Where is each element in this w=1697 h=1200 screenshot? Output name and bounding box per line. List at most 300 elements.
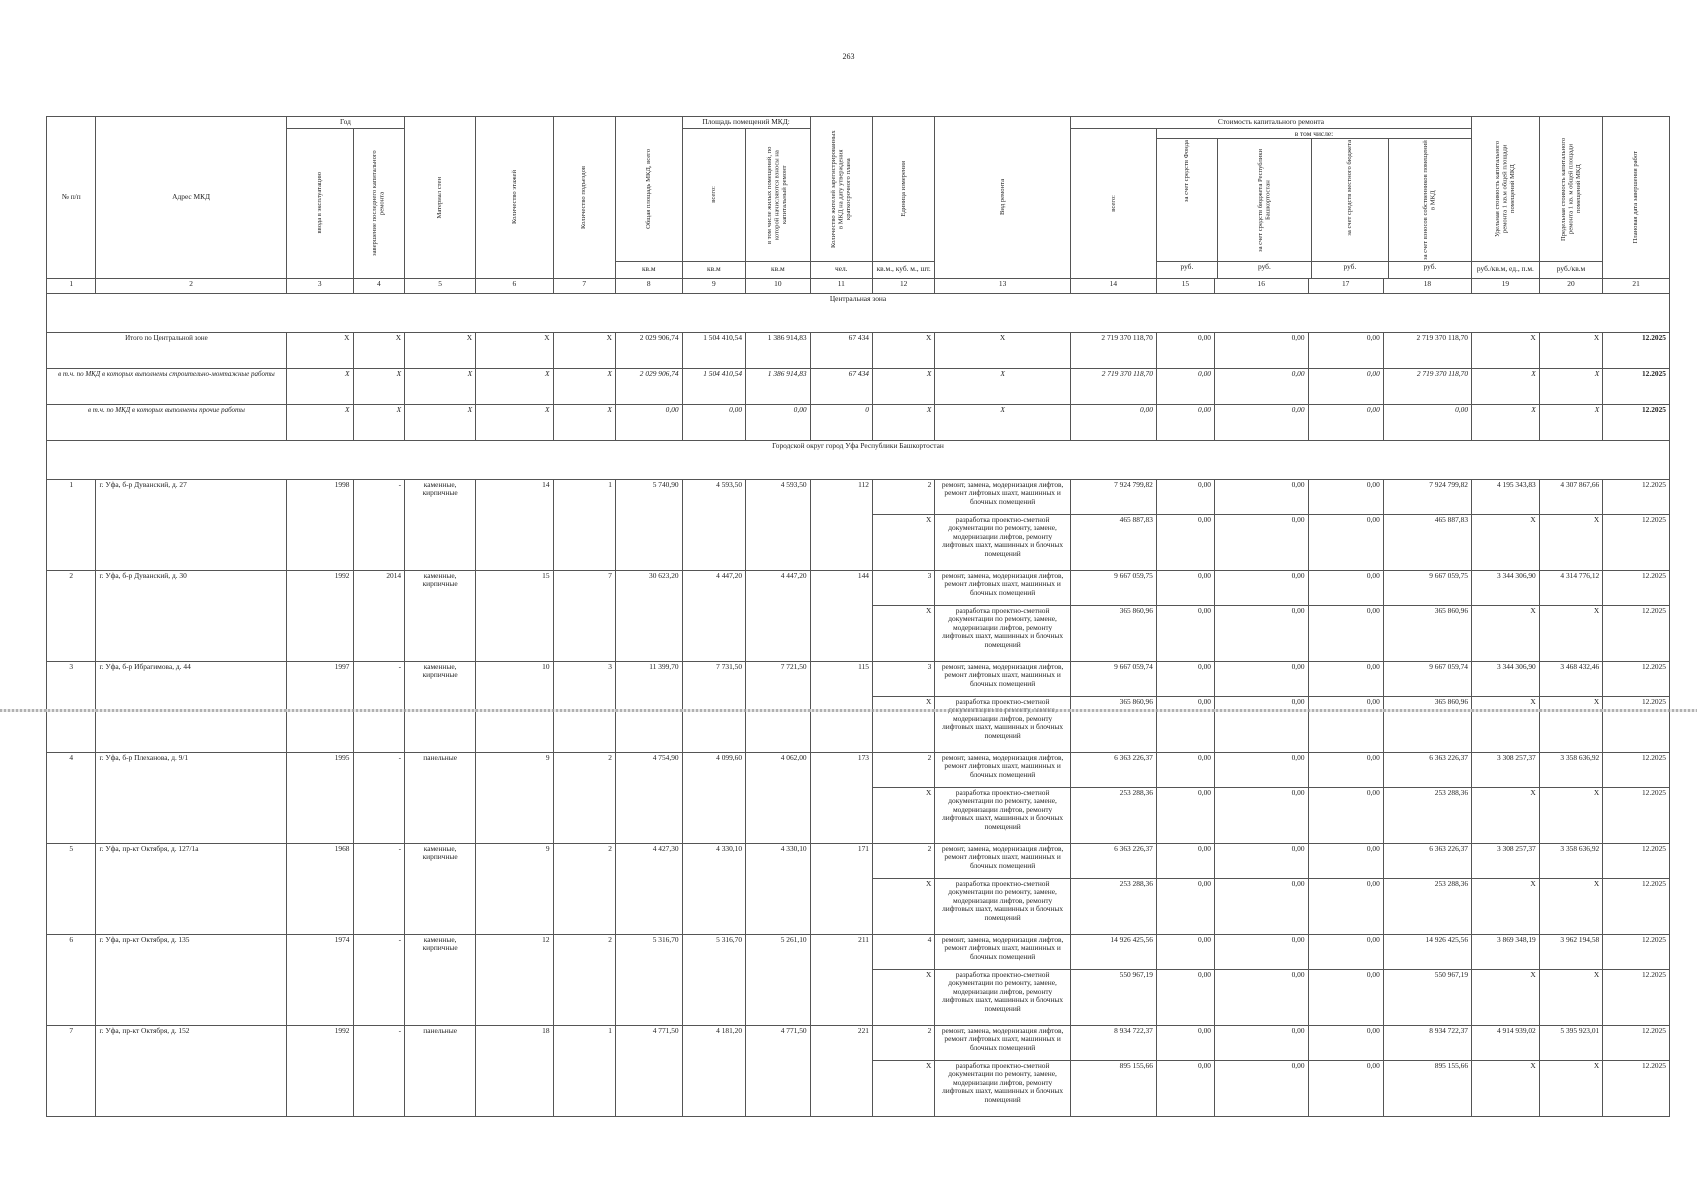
limit-cost: X	[1539, 969, 1602, 1025]
table-cell: 12.2025	[1603, 332, 1670, 368]
house-address: г. Уфа, пр-кт Октября, д. 127/1а	[96, 843, 286, 934]
column-number: 6	[476, 278, 553, 293]
last-repair-year: -	[353, 934, 405, 1025]
year-built: 1995	[286, 752, 353, 843]
cost-fund: 0,00	[1156, 696, 1214, 752]
table-cell: 2 719 370 118,70	[1383, 332, 1471, 368]
unit-qty: X	[872, 514, 934, 570]
table-cell: 0,00	[1070, 404, 1156, 440]
table-cell: 12.2025	[1603, 368, 1670, 404]
work-type: ремонт, замена, модернизация лифтов, ремонт лифтовых шахт, машинных и блочных помещений	[935, 479, 1071, 514]
cost-republic: 0,00	[1214, 787, 1308, 843]
premises-area: 4 447,20	[682, 570, 745, 661]
work-type: разработка проектно-сметной документации по ремонту, замене, модернизации лифтов, ремонту лифтовых шахт, машинных и блочных помещений	[935, 787, 1071, 843]
column-number: 13	[935, 278, 1071, 293]
completion-date: 12.2025	[1603, 514, 1670, 570]
table-cell: X	[935, 368, 1071, 404]
wall-material: каменные, кирпичные	[405, 843, 476, 934]
unit-qty: X	[872, 605, 934, 661]
completion-date: 12.2025	[1603, 934, 1670, 969]
cost-local: 0,00	[1308, 843, 1383, 878]
table-cell: X	[1539, 404, 1602, 440]
cost-owners: 14 926 425,56	[1383, 934, 1471, 969]
cost-total: 253 288,36	[1070, 787, 1156, 843]
cost-total: 9 667 059,75	[1070, 570, 1156, 605]
floors: 10	[476, 661, 553, 752]
total-area: 5 740,90	[615, 479, 682, 570]
house-address: г. Уфа, б-р Дуванский, д. 27	[96, 479, 286, 570]
unit-cost: X	[1472, 787, 1540, 843]
h-c7: Количество подъездов	[580, 165, 588, 229]
unit-qty: 3	[872, 570, 934, 605]
table-cell: X	[405, 332, 476, 368]
unit-qty: X	[872, 1060, 934, 1116]
completion-date: 12.2025	[1603, 661, 1670, 696]
unit-qty: X	[872, 878, 934, 934]
u8: кв.м	[615, 261, 682, 278]
table-cell: 2 719 370 118,70	[1070, 368, 1156, 404]
table-cell: 1 386 914,83	[746, 332, 811, 368]
wall-material: каменные, кирпичные	[405, 661, 476, 752]
table-cell: X	[286, 404, 353, 440]
table-cell: 1 504 410,54	[682, 332, 745, 368]
column-number: 21	[1603, 278, 1670, 293]
table-cell: 12.2025	[1603, 404, 1670, 440]
h-c19: Удельная стоимость капитального ремонта 1 кв.м общей площади помещений МКД	[1494, 140, 1517, 237]
completion-date: 12.2025	[1603, 479, 1670, 514]
h-c5: Материал стен	[436, 176, 444, 218]
cost-republic: 0,00	[1214, 1060, 1308, 1116]
h-c6: Количество этажей	[510, 170, 518, 225]
cost-owners: 6 363 226,37	[1383, 843, 1471, 878]
unit-cost: 3 344 306,90	[1472, 570, 1540, 605]
u9: кв.м	[682, 261, 745, 278]
residential-area: 4 062,00	[746, 752, 811, 843]
table-cell: 2 029 906,74	[615, 368, 682, 404]
limit-cost: X	[1539, 514, 1602, 570]
cost-republic: 0,00	[1214, 514, 1308, 570]
h-c8: Общая площадь МКД, всего	[644, 148, 652, 229]
premises-area: 4 099,60	[682, 752, 745, 843]
wall-material: каменные, кирпичные	[405, 570, 476, 661]
house-address: г. Уфа, б-р Плеханова, д. 9/1	[96, 752, 286, 843]
h-year-group: Год	[286, 117, 404, 129]
h-c10: в том числе жилых помещений, по которой начисляются взносы на капитальный ремонт	[766, 145, 789, 244]
totals-label: в т.ч. по МКД в которых выполнены прочие работы	[47, 404, 287, 440]
cost-owners: 9 667 059,75	[1383, 570, 1471, 605]
table-cell: X	[286, 368, 353, 404]
table-cell: X	[553, 332, 615, 368]
cost-fund: 0,00	[1156, 843, 1214, 878]
h-c1: № п/п	[47, 117, 96, 279]
h-c4: завершение последнего капитального ремонта	[371, 150, 386, 256]
table-cell: 1 386 914,83	[746, 368, 811, 404]
table-row	[47, 934, 1670, 969]
capital-repair-table	[46, 116, 1670, 1117]
wall-material: панельные	[405, 1025, 476, 1116]
cost-owners: 365 860,96	[1383, 605, 1471, 661]
work-type: ремонт, замена, модернизация лифтов, ремонт лифтовых шахт, машинных и блочных помещений	[935, 570, 1071, 605]
table-cell: 0,00	[1156, 332, 1214, 368]
h-c16: за счет средств бюджета Республики Башкортостан	[1256, 148, 1272, 252]
row-number: 7	[47, 1025, 96, 1116]
total-area: 4 427,30	[615, 843, 682, 934]
total-area: 11 399,70	[615, 661, 682, 752]
table-cell: 0,00	[1156, 404, 1214, 440]
cost-fund: 0,00	[1156, 752, 1214, 787]
table-cell: 0,00	[1214, 332, 1308, 368]
column-number: 14	[1070, 278, 1156, 293]
premises-area: 7 731,50	[682, 661, 745, 752]
residential-area: 4 771,50	[746, 1025, 811, 1116]
cost-total: 365 860,96	[1070, 696, 1156, 752]
cost-total: 253 288,36	[1070, 878, 1156, 934]
column-number: 16	[1214, 278, 1308, 293]
cost-owners: 550 967,19	[1383, 969, 1471, 1025]
work-type: ремонт, замена, модернизация лифтов, ремонт лифтовых шахт, машинных и блочных помещений	[935, 661, 1071, 696]
column-number: 18	[1383, 278, 1471, 293]
h-c17: за счет средств местного бюджета	[1346, 139, 1354, 236]
limit-cost: 3 358 636,92	[1539, 752, 1602, 787]
entrances: 7	[553, 570, 615, 661]
table-cell: X	[872, 404, 934, 440]
completion-date: 12.2025	[1603, 1025, 1670, 1060]
work-type: ремонт, замена, модернизация лифтов, ремонт лифтовых шахт, машинных и блочных помещений	[935, 1025, 1071, 1060]
cost-republic: 0,00	[1214, 969, 1308, 1025]
cost-fund: 0,00	[1156, 570, 1214, 605]
totals-row	[47, 332, 1670, 368]
row-number: 5	[47, 843, 96, 934]
premises-area: 4 181,20	[682, 1025, 745, 1116]
table-cell: 0,00	[746, 404, 811, 440]
last-repair-year: -	[353, 661, 405, 752]
completion-date: 12.2025	[1603, 878, 1670, 934]
cost-fund: 0,00	[1156, 787, 1214, 843]
cost-republic: 0,00	[1214, 570, 1308, 605]
table-cell: 2 719 370 118,70	[1383, 368, 1471, 404]
cost-local: 0,00	[1308, 605, 1383, 661]
cost-fund: 0,00	[1156, 969, 1214, 1025]
cost-owners: 253 288,36	[1383, 878, 1471, 934]
cost-total: 14 926 425,56	[1070, 934, 1156, 969]
cost-local: 0,00	[1308, 752, 1383, 787]
column-number: 15	[1156, 278, 1214, 293]
u17: руб.	[1311, 262, 1388, 278]
unit-cost: X	[1472, 969, 1540, 1025]
u12: кв.м., куб. м., шт.	[872, 261, 934, 278]
h-c3: ввода в эксплуатацию	[315, 172, 323, 234]
total-area: 4 754,90	[615, 752, 682, 843]
table-cell: 0,00	[682, 404, 745, 440]
unit-cost: X	[1472, 605, 1540, 661]
floors: 14	[476, 479, 553, 570]
completion-date: 12.2025	[1603, 696, 1670, 752]
residents: 171	[810, 843, 872, 934]
completion-date: 12.2025	[1603, 570, 1670, 605]
table-cell: X	[1539, 368, 1602, 404]
cost-total: 365 860,96	[1070, 605, 1156, 661]
limit-cost: 3 358 636,92	[1539, 843, 1602, 878]
last-repair-year: -	[353, 479, 405, 570]
h-c18: за счет взносов собственников помещений в МКД	[1422, 139, 1437, 260]
table-cell: X	[935, 404, 1071, 440]
table-cell: 67 434	[810, 332, 872, 368]
cost-owners: 9 667 059,74	[1383, 661, 1471, 696]
cost-republic: 0,00	[1214, 843, 1308, 878]
limit-cost: 4 307 867,66	[1539, 479, 1602, 514]
cost-total: 8 934 722,37	[1070, 1025, 1156, 1060]
unit-qty: 4	[872, 934, 934, 969]
column-number: 20	[1539, 278, 1602, 293]
table-cell: X	[286, 332, 353, 368]
row-number: 6	[47, 934, 96, 1025]
cost-local: 0,00	[1308, 1025, 1383, 1060]
table-cell: X	[872, 368, 934, 404]
table-cell: X	[405, 404, 476, 440]
total-area: 5 316,70	[615, 934, 682, 1025]
entrances: 2	[553, 843, 615, 934]
u20: руб./кв.м	[1539, 261, 1602, 278]
h-c11: Количество жителей зарегистрированных в МКД на дату утверждения краткосрочного плана	[829, 129, 853, 248]
residents: 211	[810, 934, 872, 1025]
residents: 115	[810, 661, 872, 752]
u19: руб./кв.м, ед., п.м.	[1472, 261, 1540, 278]
year-built: 1974	[286, 934, 353, 1025]
unit-qty: X	[872, 696, 934, 752]
u16: руб.	[1217, 262, 1311, 278]
work-type: разработка проектно-сметной документации по ремонту, замене, модернизации лифтов, ремонту лифтовых шахт, машинных и блочных помещений	[935, 878, 1071, 934]
table-cell: 2 719 370 118,70	[1070, 332, 1156, 368]
column-number: 11	[810, 278, 872, 293]
year-built: 1992	[286, 570, 353, 661]
last-repair-year: -	[353, 752, 405, 843]
unit-cost: X	[1472, 514, 1540, 570]
limit-cost: 4 314 776,12	[1539, 570, 1602, 605]
h-cost-group: Стоимость капитального ремонта	[1070, 117, 1471, 129]
residential-area: 4 593,50	[746, 479, 811, 570]
column-number: 2	[96, 278, 286, 293]
floors: 9	[476, 752, 553, 843]
cost-fund: 0,00	[1156, 661, 1214, 696]
cost-republic: 0,00	[1214, 696, 1308, 752]
column-number: 4	[353, 278, 405, 293]
cost-local: 0,00	[1308, 878, 1383, 934]
h-c14: всего:	[1109, 194, 1117, 212]
table-cell: X	[405, 368, 476, 404]
completion-date: 12.2025	[1603, 1060, 1670, 1116]
unit-qty: X	[872, 969, 934, 1025]
work-type: разработка проектно-сметной документации по ремонту, замене, модернизации лифтов, ремонту лифтовых шахт, машинных и блочных помещений	[935, 605, 1071, 661]
h-c13: Вид ремонта	[998, 179, 1006, 216]
unit-cost: 4 195 343,83	[1472, 479, 1540, 514]
h-c15: за счет средств Фонда	[1183, 139, 1191, 202]
residents: 112	[810, 479, 872, 570]
table-cell: X	[553, 404, 615, 440]
completion-date: 12.2025	[1603, 843, 1670, 878]
cost-fund: 0,00	[1156, 878, 1214, 934]
row-number: 1	[47, 479, 96, 570]
totals-label: Итого по Центральной зоне	[47, 332, 287, 368]
cost-owners: 253 288,36	[1383, 787, 1471, 843]
house-address: г. Уфа, б-р Дуванский, д. 30	[96, 570, 286, 661]
table-cell: X	[353, 404, 405, 440]
floors: 12	[476, 934, 553, 1025]
table-cell: X	[476, 404, 553, 440]
residential-area: 7 721,50	[746, 661, 811, 752]
column-number: 9	[682, 278, 745, 293]
completion-date: 12.2025	[1603, 752, 1670, 787]
last-repair-year: -	[353, 1025, 405, 1116]
column-number-row	[47, 278, 1670, 293]
u11: чел.	[810, 261, 872, 278]
wall-material: панельные	[405, 752, 476, 843]
wall-material: каменные, кирпичные	[405, 479, 476, 570]
table-cell: X	[935, 332, 1071, 368]
premises-area: 4 593,50	[682, 479, 745, 570]
table-cell: X	[353, 368, 405, 404]
work-type: ремонт, замена, модернизация лифтов, ремонт лифтовых шахт, машинных и блочных помещений	[935, 752, 1071, 787]
table-cell: 0,00	[1308, 332, 1383, 368]
cost-republic: 0,00	[1214, 605, 1308, 661]
completion-date: 12.2025	[1603, 787, 1670, 843]
cost-local: 0,00	[1308, 1060, 1383, 1116]
residential-area: 5 261,10	[746, 934, 811, 1025]
cost-fund: 0,00	[1156, 605, 1214, 661]
cost-republic: 0,00	[1214, 878, 1308, 934]
work-type: разработка проектно-сметной документации по ремонту, замене, модернизации лифтов, ремонту лифтовых шахт, машинных и блочных помещений	[935, 1060, 1071, 1116]
residents: 221	[810, 1025, 872, 1116]
residents: 144	[810, 570, 872, 661]
table-cell: X	[553, 368, 615, 404]
cost-fund: 0,00	[1156, 479, 1214, 514]
table-cell: 0,00	[1156, 368, 1214, 404]
table-row	[47, 843, 1670, 878]
u15: руб.	[1157, 262, 1218, 278]
table-cell: X	[1472, 368, 1540, 404]
table-cell: X	[1539, 332, 1602, 368]
cost-total: 465 887,83	[1070, 514, 1156, 570]
unit-qty: 2	[872, 843, 934, 878]
unit-qty: 2	[872, 1025, 934, 1060]
totals-label: в т.ч. по МКД в которых выполнены строительно-монтажные работы	[47, 368, 287, 404]
h-c20: Предельная стоимость капитального ремонта 1 кв. м общей площади помещений МКД	[1559, 137, 1582, 241]
cost-fund: 0,00	[1156, 1060, 1214, 1116]
cost-total: 6 363 226,37	[1070, 843, 1156, 878]
column-number: 17	[1308, 278, 1383, 293]
total-area: 30 623,20	[615, 570, 682, 661]
cost-total: 7 924 799,82	[1070, 479, 1156, 514]
floors: 18	[476, 1025, 553, 1116]
table-cell: X	[1472, 404, 1540, 440]
floors: 9	[476, 843, 553, 934]
table-cell: 2 029 906,74	[615, 332, 682, 368]
house-address: г. Уфа, пр-кт Октября, д. 152	[96, 1025, 286, 1116]
column-number: 3	[286, 278, 353, 293]
house-address: г. Уфа, б-р Ибрагимова, д. 44	[96, 661, 286, 752]
premises-area: 4 330,10	[682, 843, 745, 934]
cost-republic: 0,00	[1214, 661, 1308, 696]
limit-cost: X	[1539, 787, 1602, 843]
cost-owners: 465 887,83	[1383, 514, 1471, 570]
cost-republic: 0,00	[1214, 752, 1308, 787]
table-row	[47, 661, 1670, 696]
column-number: 19	[1472, 278, 1540, 293]
cost-republic: 0,00	[1214, 479, 1308, 514]
unit-qty: X	[872, 787, 934, 843]
limit-cost: X	[1539, 878, 1602, 934]
cost-fund: 0,00	[1156, 934, 1214, 969]
entrances: 2	[553, 934, 615, 1025]
table-cell: 1 504 410,54	[682, 368, 745, 404]
zone-title: Центральная зона	[47, 293, 1670, 332]
row-number: 3	[47, 661, 96, 752]
limit-cost: 3 962 194,58	[1539, 934, 1602, 969]
unit-qty: 2	[872, 752, 934, 787]
limit-cost: X	[1539, 1060, 1602, 1116]
unit-cost: 3 869 348,19	[1472, 934, 1540, 969]
cost-owners: 895 155,66	[1383, 1060, 1471, 1116]
year-built: 1998	[286, 479, 353, 570]
entrances: 2	[553, 752, 615, 843]
scan-artifact-line	[0, 709, 1697, 712]
limit-cost: X	[1539, 605, 1602, 661]
unit-cost: X	[1472, 878, 1540, 934]
table-cell: X	[476, 368, 553, 404]
h-incl: в том числе:	[1157, 129, 1471, 139]
table-cell: X	[1472, 332, 1540, 368]
h-c2: Адрес МКД	[96, 117, 286, 279]
limit-cost: 5 395 923,01	[1539, 1025, 1602, 1060]
table-cell: X	[353, 332, 405, 368]
unit-cost: X	[1472, 1060, 1540, 1116]
unit-cost: X	[1472, 696, 1540, 752]
h-c12: Единица измерения	[899, 160, 907, 217]
completion-date: 12.2025	[1603, 969, 1670, 1025]
table-header	[47, 117, 1670, 294]
table-cell: X	[476, 332, 553, 368]
cost-local: 0,00	[1308, 661, 1383, 696]
residential-area: 4 447,20	[746, 570, 811, 661]
last-repair-year: 2014	[353, 570, 405, 661]
column-number: 10	[746, 278, 811, 293]
district-title: Городской округ город Уфа Республики Башкортостан	[47, 440, 1670, 479]
residents: 173	[810, 752, 872, 843]
totals-row	[47, 368, 1670, 404]
cost-local: 0,00	[1308, 696, 1383, 752]
completion-date: 12.2025	[1603, 605, 1670, 661]
entrances: 1	[553, 1025, 615, 1116]
table-body	[47, 293, 1670, 1116]
unit-qty: 2	[872, 479, 934, 514]
column-number: 7	[553, 278, 615, 293]
column-number: 8	[615, 278, 682, 293]
h-c9: всего:	[710, 186, 718, 203]
entrances: 1	[553, 479, 615, 570]
residential-area: 4 330,10	[746, 843, 811, 934]
column-number: 5	[405, 278, 476, 293]
cost-local: 0,00	[1308, 969, 1383, 1025]
premises-area: 5 316,70	[682, 934, 745, 1025]
totals-row	[47, 404, 1670, 440]
table-cell: 0,00	[1383, 404, 1471, 440]
cost-total: 550 967,19	[1070, 969, 1156, 1025]
h-c21: Плановая дата завершения работ	[1632, 151, 1640, 244]
cost-local: 0,00	[1308, 570, 1383, 605]
cost-republic: 0,00	[1214, 1025, 1308, 1060]
unit-cost: 3 344 306,90	[1472, 661, 1540, 696]
work-type: разработка проектно-сметной модернизации лифтов, ремонту лифтовых шахт, машинных и блочных помещений	[935, 696, 1071, 752]
table-row	[47, 570, 1670, 605]
